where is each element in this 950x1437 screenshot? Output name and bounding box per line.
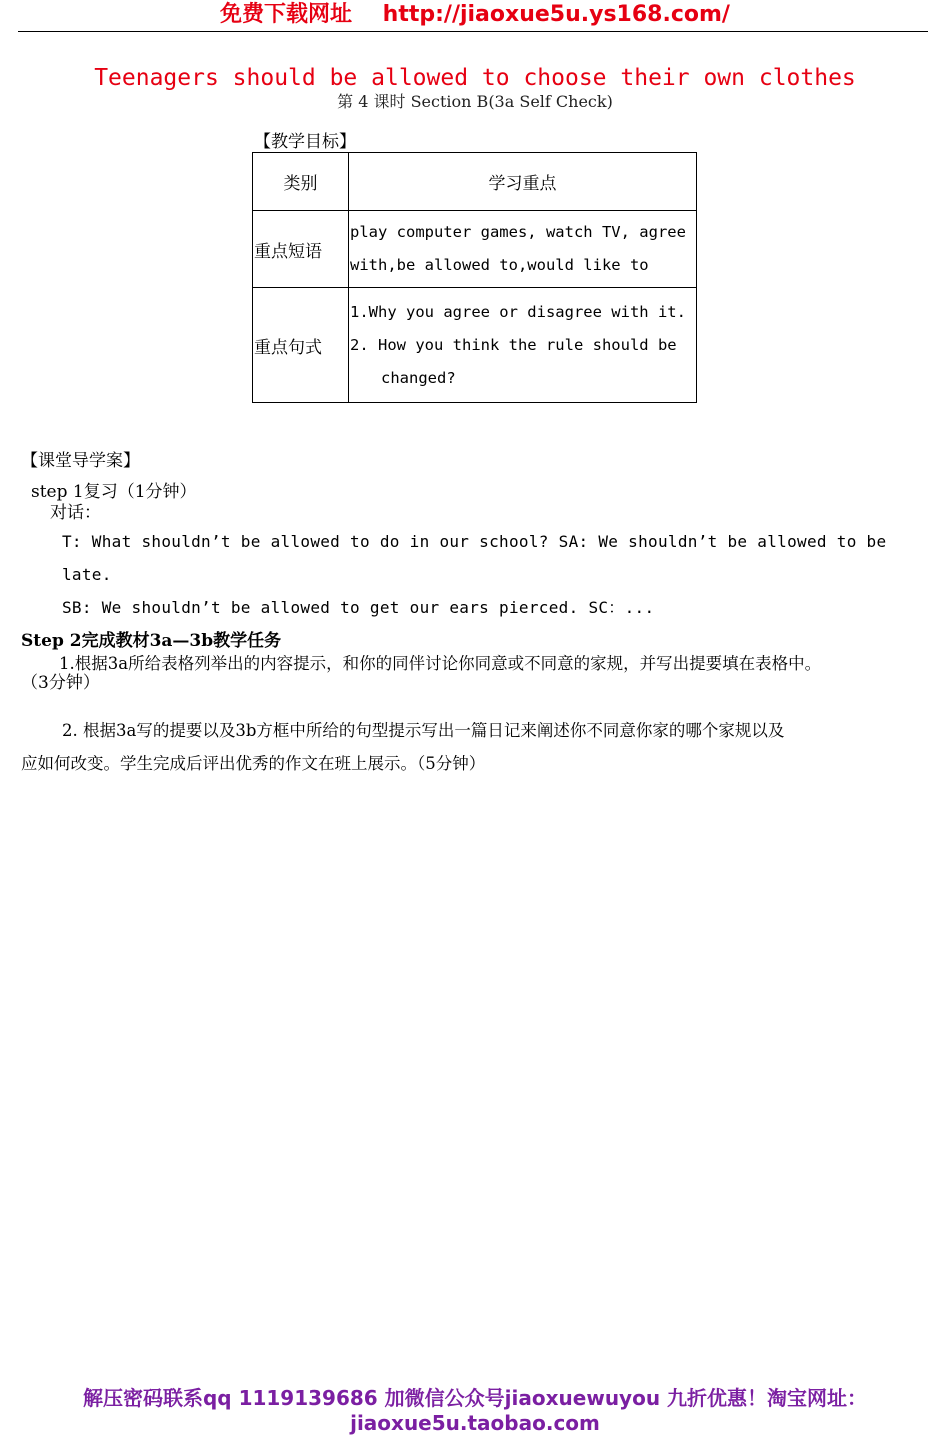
table-cell-content [349, 211, 697, 288]
dialog-line: SB: We shouldn’t be allowed to get our ears pierced. SC：... [62, 598, 655, 617]
phrase-line: with,be allowed to,would like to [350, 256, 649, 274]
step2-item1: 1.根据3a所给表格列举出的内容提示，和你的同伴讨论你同意或不同意的家规，并写出提要填在表格中。 [59, 654, 822, 673]
table-cell-content [349, 288, 697, 403]
goals-table [252, 152, 697, 403]
step1-title: step 1复习（1分钟） [31, 482, 197, 502]
table-header-row [253, 153, 697, 211]
table-row [253, 211, 697, 288]
table-row [253, 288, 697, 403]
goals-label: 【教学目标】 [254, 132, 356, 152]
footer-shop-url: jiaoxue5u.taobao.com [350, 1411, 600, 1435]
step2-item2: 2. 根据3a写的提要以及3b方框中所给的句型提示写出一篇日记来阐述你不同意你家的哪个家规以及 [62, 721, 785, 740]
header-banner: 免费下载网址 http://jiaoxue5u.ys168.com/ [220, 2, 730, 27]
table-header-focus: 学习重点 [349, 153, 697, 211]
sentence-line: changed? [381, 368, 456, 387]
dialog-line: late. [62, 565, 112, 584]
step2-title: Step 2完成教材3a—3b教学任务 [21, 631, 282, 651]
step2-item2-cont: 应如何改变。学生完成后评出优秀的作文在班上展示。（5分钟） [21, 754, 486, 773]
document-title: Teenagers should be allowed to choose their own clothes [94, 65, 856, 91]
phrase-line: play computer games, watch TV, agree [350, 223, 686, 241]
step2-item1-time: （3分钟） [21, 673, 100, 693]
table-cell-category: 重点短语 [253, 211, 349, 288]
dialog-label: 对话： [50, 503, 101, 523]
header-divider [18, 31, 928, 32]
table-header-category: 类别 [253, 153, 349, 211]
sentence-line: 1.Why you agree or disagree with it. [350, 302, 686, 321]
dialog-line: T: What shouldn’t be allowed to do in our school? SA: We shouldn’t be allowed to be [62, 532, 887, 551]
guide-label: 【课堂导学案】 [21, 451, 140, 471]
sentence-line: 2. How you think the rule should be [350, 335, 677, 354]
table-cell-category: 重点句式 [253, 288, 349, 403]
footer-contact: 解压密码联系qq 1119139686 加微信公众号jiaoxuewuyou 九折优惠！淘宝网址： [82, 1386, 868, 1410]
document-subtitle: 第 4 课时 Section B(3a Self Check) [337, 92, 613, 111]
